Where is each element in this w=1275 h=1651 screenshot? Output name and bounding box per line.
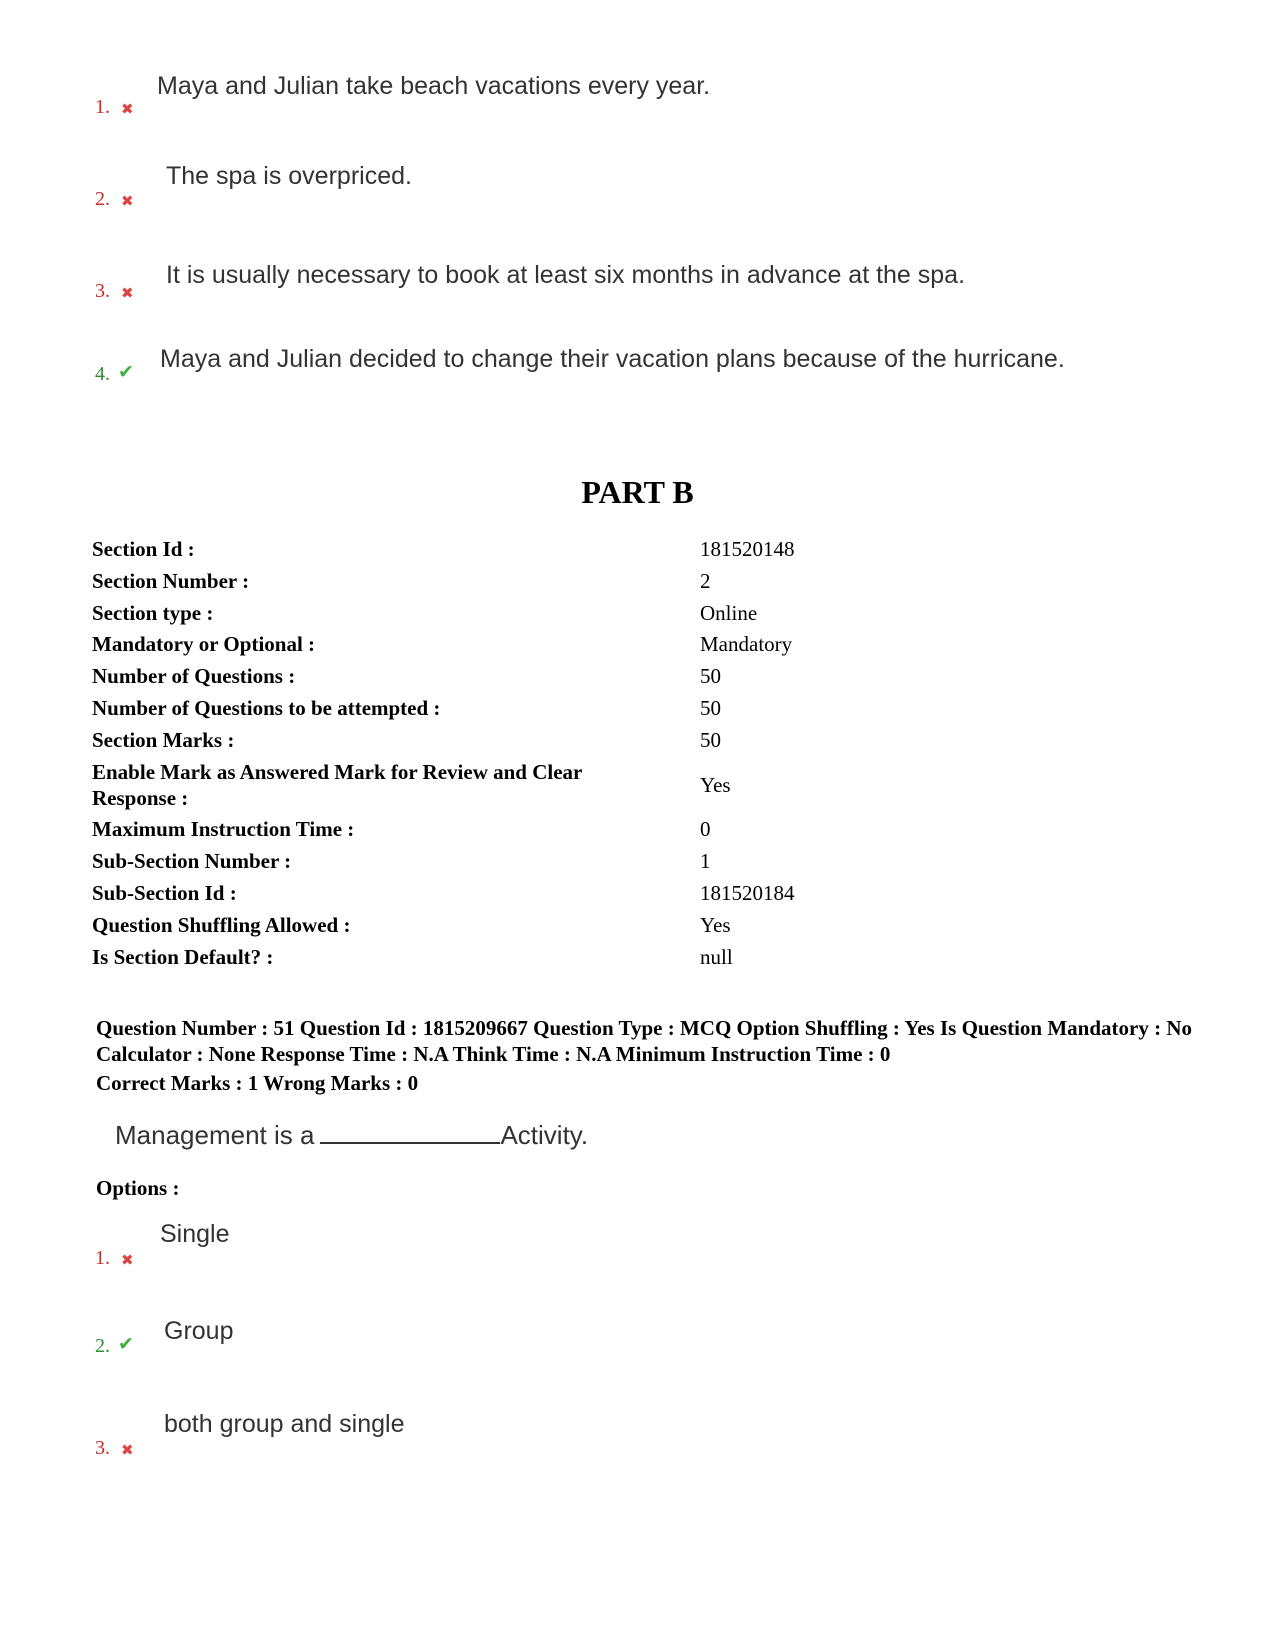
info-label: Maximum Instruction Time : [92,817,355,841]
option-number: 2. [95,1335,110,1357]
cross-icon: ✖ [121,1251,134,1269]
question-marks: Correct Marks : 1 Wrong Marks : 0 [96,1071,419,1095]
info-value: 50 [700,664,721,688]
info-row [0,727,1275,758]
info-value: 50 [700,696,721,720]
info-row [0,536,1275,567]
info-value: 2 [700,569,711,593]
check-icon: ✔ [118,361,134,383]
cross-icon: ✖ [121,100,134,118]
info-value: 181520148 [700,537,795,561]
info-value: 181520184 [700,881,795,905]
info-row [0,663,1275,694]
info-row [0,695,1275,726]
options-label: Options : [96,1176,180,1200]
info-row [0,600,1275,631]
cross-icon: ✖ [121,1441,134,1459]
info-label: Section type : [92,601,214,625]
option-text: Maya and Julian decided to change their vacation plans because of the hurricane. [160,345,1065,373]
info-value: Mandatory [700,632,793,656]
option-text: Group [164,1317,234,1345]
info-row [0,568,1275,599]
option-number: 1. [95,1247,110,1269]
check-icon: ✔ [118,1333,134,1355]
info-label: Section Number : [92,569,250,593]
info-label: Enable Mark as Answered Mark for Review and Clear Response : [92,760,582,810]
option-text: Single [160,1220,230,1248]
question-text-before: Management is a [115,1120,315,1150]
question-meta: Question Number : 51 Question Id : 1815209667 Question Type : MCQ Option Shuffling : Yes Is Question Mandatory : No Calculator : None Response Time : N.A Think Time : N.A Minimum Instruction Time : 0 [96,1016,1192,1066]
info-value: Yes [700,913,731,937]
info-row [0,912,1275,943]
info-label: Sub-Section Number : [92,849,292,873]
info-label: Section Id : [92,537,195,561]
fill-in-blank [320,1122,500,1144]
option-number: 3. [95,1437,110,1459]
info-value: 50 [700,728,721,752]
cross-icon: ✖ [121,192,134,210]
info-label: Section Marks : [92,728,235,752]
option-text: The spa is overpriced. [166,162,412,190]
info-value: 1 [700,849,711,873]
page-title: PART B [581,474,694,510]
option-number: 4. [95,363,110,385]
info-value: Online [700,601,758,625]
info-value: Yes [700,773,731,797]
info-row [0,848,1275,879]
question-text-after: Activity. [500,1120,589,1150]
option-number: 2. [95,188,110,210]
info-value: null [700,945,733,969]
info-label: Number of Questions to be attempted : [92,696,441,720]
info-label: Sub-Section Id : [92,881,237,905]
cross-icon: ✖ [121,284,134,302]
info-row [0,759,1275,811]
question-text [115,1120,588,1151]
info-label: Question Shuffling Allowed : [92,913,351,937]
option-text: both group and single [164,1410,405,1438]
info-row [0,880,1275,911]
info-row [0,816,1275,847]
info-value: 0 [700,817,711,841]
info-row [0,944,1275,975]
info-row [0,631,1275,662]
option-number: 3. [95,280,110,302]
info-label: Number of Questions : [92,664,296,688]
option-number: 1. [95,96,110,118]
info-label: Is Section Default? : [92,945,274,969]
info-label: Mandatory or Optional : [92,632,316,656]
option-text: It is usually necessary to book at least six months in advance at the spa. [166,261,966,289]
option-text: Maya and Julian take beach vacations every year. [157,72,711,100]
